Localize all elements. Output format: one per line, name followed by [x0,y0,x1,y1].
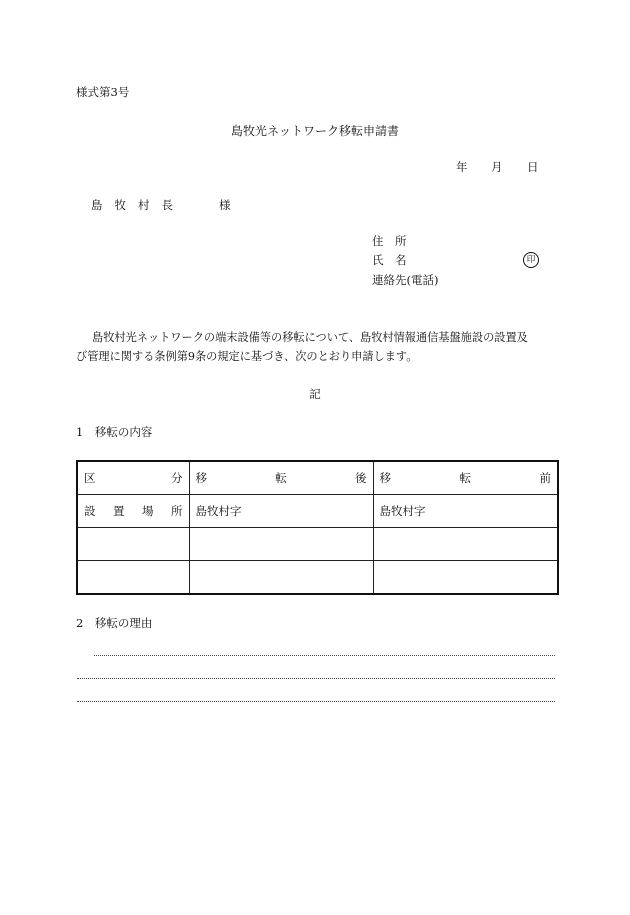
table-row [77,528,558,561]
header-char: 移 [195,471,207,485]
addressee-char: 村 [138,198,150,212]
table-cell [189,461,373,495]
date-day-label: 日 [527,160,539,174]
table-cell [77,561,189,595]
body-text-line-2: び管理に関する条例第9条の規定に基づき、次のとおり申請します。 [76,350,418,363]
address-label: 住 所 [372,234,407,248]
row-label-char: 所 [171,504,183,518]
table-cell [373,561,558,595]
date-year-label: 年 [456,160,468,174]
table-cell [77,461,189,495]
table-row [77,495,558,528]
table-row [77,561,558,595]
table-cell [189,561,373,595]
row-label-char: 場 [142,504,154,518]
seal-mark: 印 [523,252,539,268]
document-title: 島牧光ネットワーク移転申請書 [230,124,399,138]
header-char: 区 [84,471,96,485]
header-char: 転 [275,471,287,485]
name-label: 氏 名 [372,253,407,267]
table-cell [373,461,558,495]
header-char: 転 [459,471,471,485]
addressee-char: 島 [91,198,103,212]
addressee [91,200,173,212]
header-char: 前 [539,471,551,485]
body-text-line-1: 島牧村光ネットワークの端末設備等の移転について、島牧村情報通信基盤施設の設置及 [92,331,528,344]
table-cell [189,528,373,561]
section-1-heading: 1 移転の内容 [76,425,153,439]
table-cell [77,528,189,561]
reason-line-2 [77,678,555,679]
ki-heading: 記 [309,387,321,401]
addressee-char: 牧 [114,198,126,212]
date-month-label: 月 [491,160,503,174]
header-char: 移 [379,471,391,485]
addressee-char: 長 [161,198,173,212]
location-after-cell: 島牧村字 [189,495,373,528]
table-cell [77,495,189,528]
table-header-row [77,461,558,495]
section-2-heading: 2 移転の理由 [76,616,153,630]
form-number: 様式第3号 [76,85,130,99]
transfer-table [76,460,559,595]
header-char: 分 [171,471,183,485]
header-char: 後 [355,471,367,485]
contact-label: 連絡先(電話) [372,273,439,287]
addressee-honorific: 様 [219,198,231,212]
table-cell [373,528,558,561]
row-label-char: 設 [84,504,96,518]
location-before-cell: 島牧村字 [373,495,558,528]
row-label-char: 置 [113,504,125,518]
reason-line-3 [77,701,555,702]
reason-line-1 [94,655,555,656]
